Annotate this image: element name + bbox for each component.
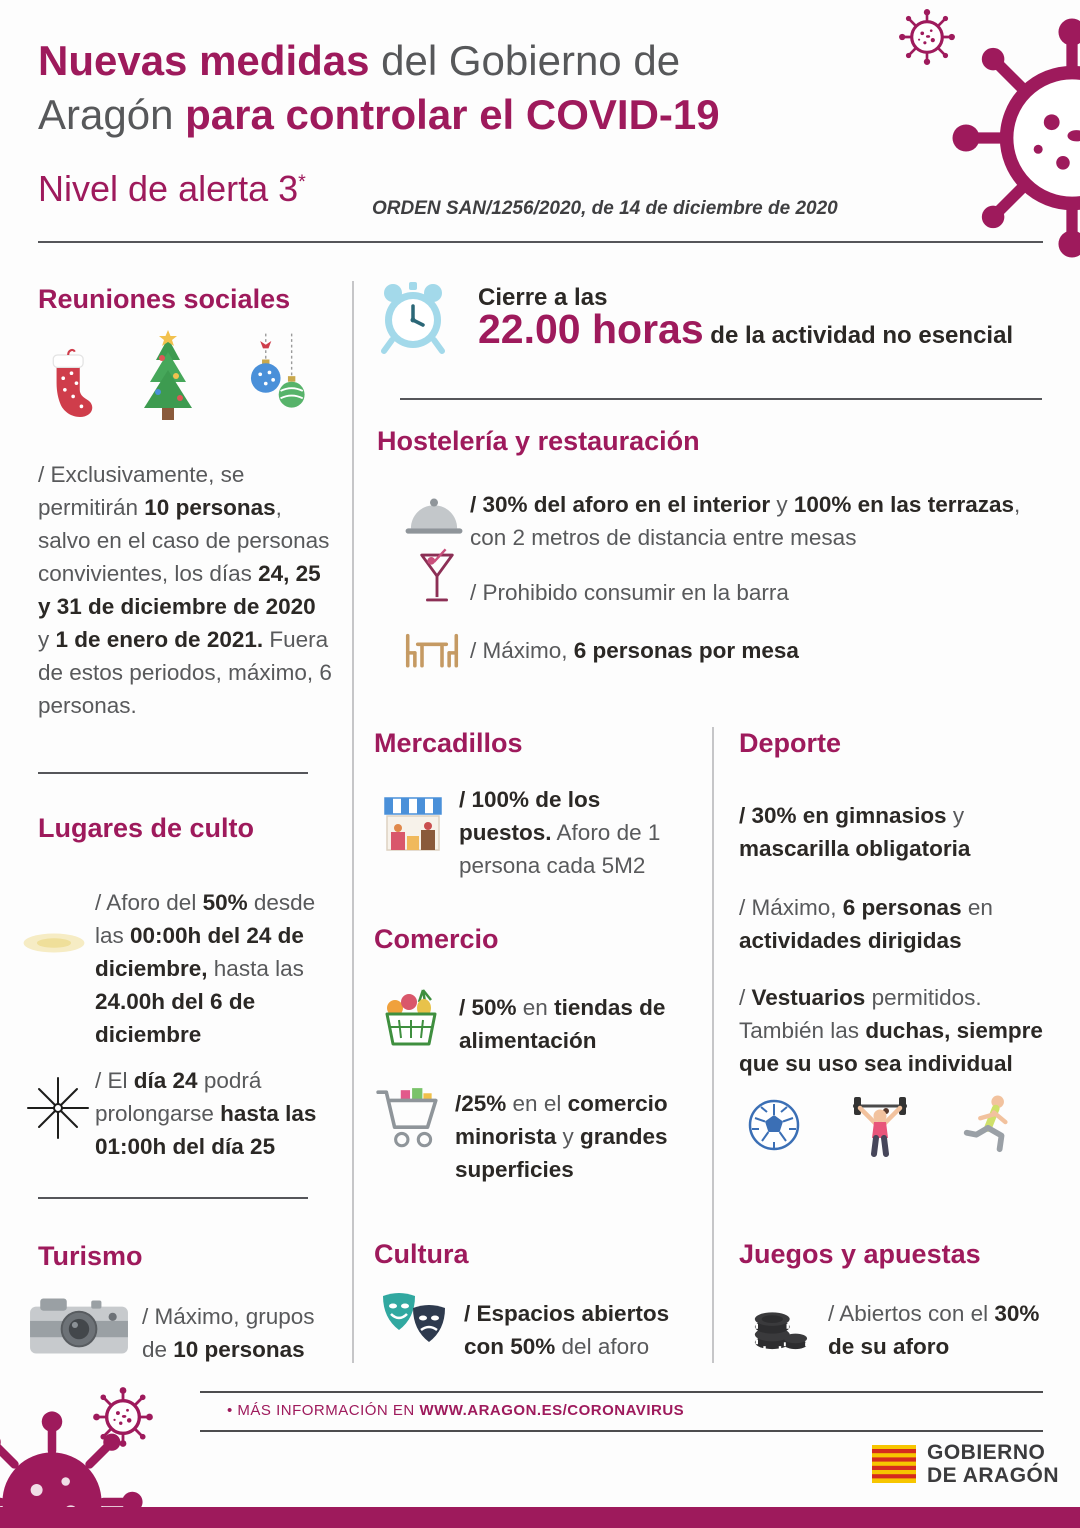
cloche-icon (402, 492, 466, 538)
theater-masks-icon (376, 1292, 456, 1350)
section-title-comercio: Comercio (374, 924, 499, 954)
section-title-lugares: Lugares de culto (38, 813, 255, 843)
footer-rule-bottom (200, 1430, 1043, 1432)
column-divider (352, 281, 354, 1363)
hosteleria-item: / Máximo, 6 personas por mesa (470, 638, 799, 663)
closure-line (478, 306, 1013, 353)
christmas-stocking-icon (40, 344, 98, 424)
more-info-link[interactable]: WWW.ARAGON.ES/CORONAVIRUS (419, 1402, 685, 1419)
comercio-item: /25% en el comercio minorista y grandes superficies (455, 1091, 668, 1182)
turismo-text: / Máximo, grupos de 10 personas (142, 1304, 315, 1362)
divider (400, 398, 1042, 400)
christmas-tree-icon (126, 328, 210, 424)
shopping-cart-icon (374, 1084, 444, 1154)
section-title-juegos: Juegos y apuestas (739, 1239, 981, 1269)
candle-glow-icon (18, 924, 90, 962)
footer-rule-top (200, 1391, 1043, 1393)
aragon-flag-icon (872, 1445, 916, 1483)
lugares-item: / El día 24 podrá prolongarse hasta las 01:00h del día 25 (95, 1068, 317, 1159)
gobierno-aragon-logo (872, 1441, 1059, 1487)
comercio-item: / 50% en tiendas de alimentación (459, 995, 666, 1053)
weightlifting-icon (847, 1092, 913, 1158)
order-reference: ORDEN SAN/1256/2020, de 14 de diciembre de 2020 (372, 198, 838, 219)
footer-info (227, 1402, 684, 1419)
footer-info-prefix: • MÁS INFORMACIÓN EN (227, 1402, 420, 1419)
camera-icon (28, 1294, 130, 1358)
market-stall-icon (381, 792, 445, 856)
lugares-item: / Aforo del 50% desde las 00:00h del 24 de diciembre, hasta las 24.00h del 6 de diciembre (95, 890, 316, 1047)
soccer-ball-icon (747, 1098, 801, 1152)
mercadillos-text: / 100% de los puestos. Aforo de 1 persona cada 5M2 (459, 787, 661, 878)
deporte-item: / Vestuarios permitidos. También las duchas, siempre que su uso sea individual (739, 985, 1043, 1076)
section-title-mercadillos: Mercadillos (374, 728, 523, 758)
hosteleria-item: / Prohibido consumir en la barra (470, 580, 789, 605)
hosteleria-item: / 30% del aforo en el interior y 100% en las terrazas, con 2 metros de distancia entre mesas (470, 492, 1021, 550)
christmas-baubles-icon (238, 332, 312, 424)
section-title-hosteleria: Hostelería y restauración (377, 426, 700, 456)
running-icon (959, 1093, 1017, 1157)
cultura-text: / Espacios abiertos con 50% del aforo (464, 1301, 670, 1359)
poker-chips-icon (751, 1291, 809, 1353)
section-title-cultura: Cultura (374, 1239, 469, 1269)
section-title-reuniones: Reuniones sociales (38, 284, 291, 314)
closure-suffix: de la actividad no esencial (703, 322, 1014, 349)
logo-line1: GOBIERNO (927, 1441, 1046, 1464)
table-chairs-icon (402, 630, 462, 670)
section-title-turismo: Turismo (38, 1241, 143, 1271)
section-title-deporte: Deporte (739, 728, 842, 758)
divider (38, 772, 308, 774)
bottom-accent-bar (0, 1507, 1080, 1528)
cocktail-icon (416, 546, 458, 610)
divider (38, 1197, 308, 1199)
juegos-text: / Abiertos con el 30% de su aforo (828, 1301, 1040, 1359)
alarm-clock-icon (379, 280, 447, 354)
page-title: Nuevas medidas del Gobierno de Aragón para controlar el COVID-19 (38, 37, 720, 138)
grocery-basket-icon (379, 986, 443, 1050)
virus-icon (948, 14, 1080, 262)
star-icon (26, 1076, 90, 1140)
logo-line2: DE ARAGÓN (927, 1464, 1060, 1487)
deporte-item: / 30% en gimnasios y mascarilla obligatoria (739, 803, 971, 861)
closure-time: 22.00 horas (478, 306, 704, 352)
sports-icons (747, 1092, 1017, 1158)
column-divider (712, 727, 714, 1363)
closure-prefix: Cierre a las (478, 284, 608, 311)
christmas-icons (40, 328, 312, 424)
header-rule (38, 241, 1043, 243)
alert-level: Nivel de alerta 3* (38, 168, 306, 209)
reuniones-text: / Exclusivamente, se permitirán 10 personas, salvo en el caso de personas convivientes, los días 24, 25 y 31 de diciembre de 2020 y 1 de enero de 2021. Fuera de estos periodos, máximo, 6 personas. (38, 462, 332, 718)
deporte-item: / Máximo, 6 personas en actividades dirigidas (739, 895, 993, 953)
